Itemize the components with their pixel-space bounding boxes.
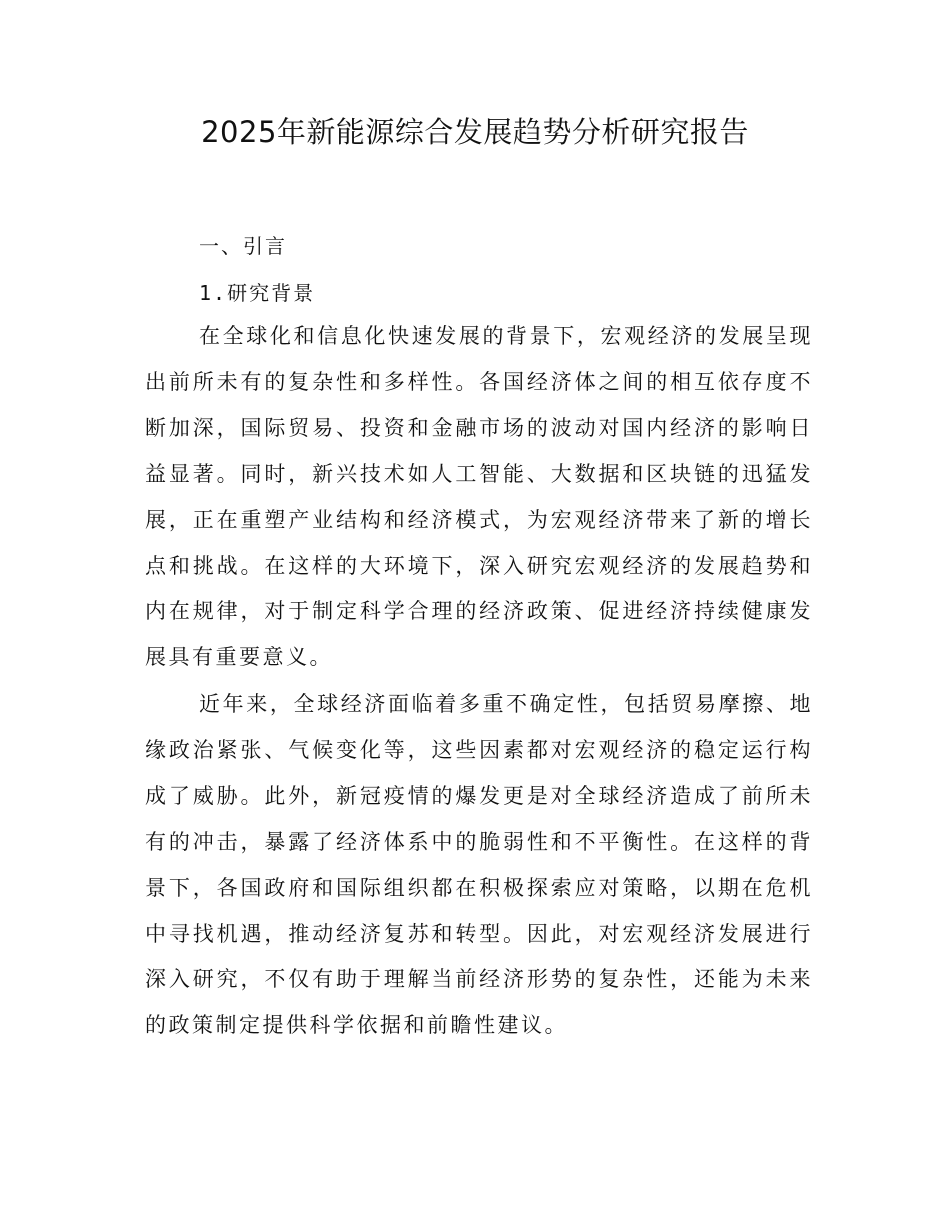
- body-paragraph: 近年来，全球经济面临着多重不确定性，包括贸易摩擦、地缘政治紧张、气候变化等，这些因素都对宏观经济的稳定运行构成了威胁。此外，新冠疫情的爆发更是对全球经济造成了前所未有的冲击，暴露了经济体系中的脆弱性和不平衡性。在这样的背景下，各国政府和国际组织都在积极探索应对策略，以期在危机中寻找机遇，推动经济复苏和转型。因此，对宏观经济发展进行深入研究，不仅有助于理解当前经济形势的复杂性，还能为未来的政策制定提供科学依据和前瞻性建议。: [145, 692, 813, 1038]
- section-heading: 一、引言: [199, 234, 287, 258]
- document-title: 2025年新能源综合发展趋势分析研究报告: [201, 115, 749, 149]
- body-paragraph: 在全球化和信息化快速发展的背景下，宏观经济的发展呈现出前所未有的复杂性和多样性。各国经济体之间的相互依存度不断加深，国际贸易、投资和金融市场的波动对国内经济的影响日益显著。同时，新兴技术如人工智能、大数据和区块链的迅猛发展，正在重塑产业结构和经济模式，为宏观经济带来了新的增长点和挑战。在这样的大环境下，深入研究宏观经济的发展趋势和内在规律，对于制定科学合理的经济政策、促进经济持续健康发展具有重要意义。: [145, 324, 813, 670]
- subsection-heading: 1.研究背景: [199, 281, 316, 305]
